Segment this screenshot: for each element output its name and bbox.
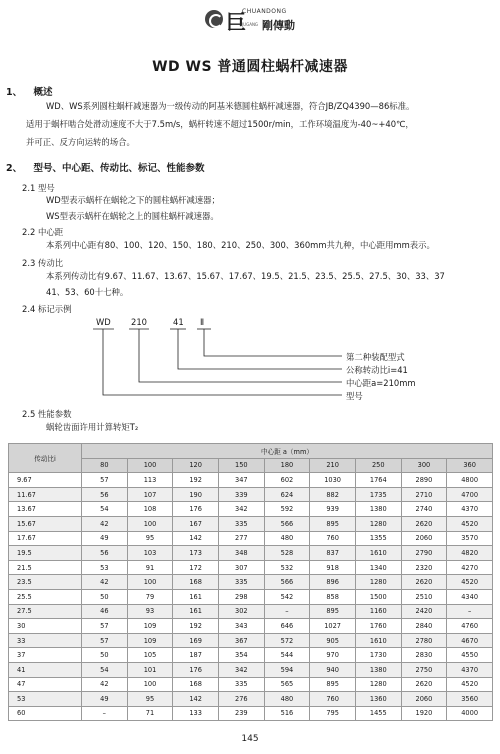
table-cell-torque: 339 <box>218 487 264 502</box>
header-col-300: 300 <box>401 458 447 473</box>
section-1-title: 概述 <box>33 87 53 98</box>
table-cell-torque: 592 <box>264 502 310 517</box>
table-cell-torque: 1280 <box>355 575 401 590</box>
table-cell-torque: – <box>447 604 493 619</box>
table-row <box>9 604 493 619</box>
table-cell-torque: 4820 <box>447 546 493 561</box>
table-cell-torque: 176 <box>173 502 219 517</box>
page-header <box>0 0 500 40</box>
table-cell-torque: 95 <box>127 531 173 546</box>
table-cell-ratio: 11.67 <box>9 487 82 502</box>
table-cell-torque: 192 <box>173 619 219 634</box>
table-cell-torque: 544 <box>264 648 310 663</box>
table-cell-torque: 3560 <box>447 692 493 707</box>
torque-table <box>8 443 493 721</box>
header-col-120: 120 <box>173 458 219 473</box>
table-cell-torque: 1360 <box>355 692 401 707</box>
table-cell-torque: 347 <box>218 473 264 488</box>
marking-label-center-distance: 中心距a=210mm <box>346 378 416 388</box>
table-cell-torque: 100 <box>127 677 173 692</box>
brand-name-cn-script: 剛傳動 <box>262 19 295 32</box>
table-cell-torque: 298 <box>218 589 264 604</box>
table-row <box>9 502 493 517</box>
table-cell-torque: 57 <box>82 633 128 648</box>
table-cell-torque: 95 <box>127 692 173 707</box>
table-cell-torque: 4340 <box>447 589 493 604</box>
table-cell-torque: 760 <box>310 692 356 707</box>
table-cell-torque: 49 <box>82 692 128 707</box>
table-cell-torque: 970 <box>310 648 356 663</box>
table-cell-torque: 2060 <box>401 531 447 546</box>
header-ratio: 传动比i <box>9 444 82 473</box>
table-cell-torque: 133 <box>173 706 219 721</box>
brand-name-en: CHUANDONG <box>242 8 287 15</box>
header-col-250: 250 <box>355 458 401 473</box>
table-cell-torque: 343 <box>218 619 264 634</box>
table-cell-torque: 2780 <box>401 633 447 648</box>
table-cell-ratio: 27.5 <box>9 604 82 619</box>
table-cell-torque: 4520 <box>447 575 493 590</box>
table-cell-torque: 187 <box>173 648 219 663</box>
table-cell-torque: 1030 <box>310 473 356 488</box>
table-cell-torque: 100 <box>127 516 173 531</box>
header-col-180: 180 <box>264 458 310 473</box>
table-cell-torque: 1610 <box>355 546 401 561</box>
section-1-heading <box>6 84 52 98</box>
table-cell-torque: 239 <box>218 706 264 721</box>
table-cell-torque: 1355 <box>355 531 401 546</box>
table-cell-torque: 895 <box>310 604 356 619</box>
table-cell-torque: 57 <box>82 473 128 488</box>
table-cell-torque: 42 <box>82 677 128 692</box>
brand-name-cn: 巨 <box>226 10 245 34</box>
table-cell-torque: 342 <box>218 502 264 517</box>
marking-label-assembly: 第二种装配型式 <box>346 352 405 362</box>
table-row <box>9 677 493 692</box>
table-cell-torque: 190 <box>173 487 219 502</box>
table-cell-ratio: 47 <box>9 677 82 692</box>
table-cell-torque: 566 <box>264 575 310 590</box>
header-col-100: 100 <box>127 458 173 473</box>
table-cell-torque: 103 <box>127 546 173 561</box>
table-cell-torque: 367 <box>218 633 264 648</box>
table-cell-torque: 79 <box>127 589 173 604</box>
table-cell-torque: 2620 <box>401 575 447 590</box>
table-cell-torque: 93 <box>127 604 173 619</box>
table-cell-torque: 1455 <box>355 706 401 721</box>
header-col-80: 80 <box>82 458 128 473</box>
table-cell-torque: 896 <box>310 575 356 590</box>
table-cell-ratio: 19.5 <box>9 546 82 561</box>
marking-example-diagram <box>0 313 500 413</box>
marking-leader-lines <box>0 313 500 413</box>
table-cell-torque: 91 <box>127 560 173 575</box>
table-cell-torque: 895 <box>310 677 356 692</box>
table-row <box>9 619 493 634</box>
table-cell-torque: 167 <box>173 516 219 531</box>
table-cell-torque: 4270 <box>447 560 493 575</box>
table-cell-torque: 566 <box>264 516 310 531</box>
subsection-2-3-label: 2.3 传动比 <box>22 258 64 268</box>
table-cell-torque: 2790 <box>401 546 447 561</box>
table-cell-torque: 4370 <box>447 502 493 517</box>
table-cell-ratio: 33 <box>9 633 82 648</box>
subsection-2-2-label: 2.2 中心距 <box>22 227 64 237</box>
table-cell-torque: 335 <box>218 516 264 531</box>
brand-logo-icon <box>205 10 223 28</box>
table-cell-torque: 939 <box>310 502 356 517</box>
table-row <box>9 473 493 488</box>
table-cell-torque: 56 <box>82 487 128 502</box>
table-cell-torque: 2320 <box>401 560 447 575</box>
table-cell-torque: 168 <box>173 677 219 692</box>
table-cell-torque: 302 <box>218 604 264 619</box>
table-cell-torque: 4800 <box>447 473 493 488</box>
table-cell-ratio: 13.67 <box>9 502 82 517</box>
marking-part-assembly: Ⅱ <box>200 317 205 327</box>
table-cell-torque: 173 <box>173 546 219 561</box>
section-1-number: 1、 <box>6 87 23 98</box>
table-cell-torque: 516 <box>264 706 310 721</box>
table-cell-torque: 109 <box>127 633 173 648</box>
table-cell-torque: 307 <box>218 560 264 575</box>
header-col-210: 210 <box>310 458 356 473</box>
section-2-number: 2、 <box>6 163 23 174</box>
header-col-150: 150 <box>218 458 264 473</box>
table-cell-torque: 4520 <box>447 677 493 692</box>
table-cell-torque: 1764 <box>355 473 401 488</box>
table-cell-torque: 1920 <box>401 706 447 721</box>
brand-name-en-small: JUGANG <box>242 22 259 27</box>
table-cell-torque: 646 <box>264 619 310 634</box>
table-cell-torque: 50 <box>82 648 128 663</box>
marking-part-center-distance: 210 <box>131 317 147 327</box>
table-cell-torque: 2740 <box>401 502 447 517</box>
table-cell-torque: 1380 <box>355 662 401 677</box>
table-cell-torque: 109 <box>127 619 173 634</box>
table-row <box>9 648 493 663</box>
section-2-title: 型号、中心距、传动比、标记、性能参数 <box>33 163 205 174</box>
table-cell-ratio: 25.5 <box>9 589 82 604</box>
table-cell-torque: 1380 <box>355 502 401 517</box>
table-cell-torque: 795 <box>310 706 356 721</box>
table-cell-ratio: 41 <box>9 662 82 677</box>
table-cell-torque: 480 <box>264 692 310 707</box>
table-row <box>9 706 493 721</box>
table-cell-torque: 4700 <box>447 487 493 502</box>
table-cell-torque: 169 <box>173 633 219 648</box>
table-cell-torque: – <box>82 706 128 721</box>
table-cell-torque: 882 <box>310 487 356 502</box>
subsection-2-1-label: 2.1 型号 <box>22 183 55 193</box>
table-cell-torque: 565 <box>264 677 310 692</box>
table-cell-torque: 49 <box>82 531 128 546</box>
table-cell-torque: 276 <box>218 692 264 707</box>
table-cell-torque: 168 <box>173 575 219 590</box>
table-cell-torque: 142 <box>173 531 219 546</box>
table-cell-torque: 348 <box>218 546 264 561</box>
table-cell-ratio: 15.67 <box>9 516 82 531</box>
table-cell-torque: 108 <box>127 502 173 517</box>
subsection-2-5-line: 蜗轮齿面许用计算转矩T₂ <box>46 422 139 432</box>
table-cell-torque: 1160 <box>355 604 401 619</box>
table-cell-torque: 54 <box>82 502 128 517</box>
table-cell-ratio: 30 <box>9 619 82 634</box>
table-cell-torque: 905 <box>310 633 356 648</box>
subsection-2-4-label: 2.4 标记示例 <box>22 304 72 314</box>
table-row <box>9 487 493 502</box>
header-center-distance: 中心距 a（mm） <box>82 444 493 459</box>
table-cell-torque: 918 <box>310 560 356 575</box>
marking-label-model: 型号 <box>346 391 363 401</box>
table-cell-torque: 2620 <box>401 516 447 531</box>
table-cell-torque: 342 <box>218 662 264 677</box>
table-cell-torque: 2840 <box>401 619 447 634</box>
marking-part-ratio: 41 <box>173 317 184 327</box>
table-cell-torque: 2420 <box>401 604 447 619</box>
subsection-2-3-line-2: 41、53、60十七种。 <box>46 287 129 297</box>
table-cell-torque: 572 <box>264 633 310 648</box>
table-cell-torque: 161 <box>173 604 219 619</box>
table-cell-torque: 192 <box>173 473 219 488</box>
table-cell-torque: 354 <box>218 648 264 663</box>
subsection-2-3-line-1: 本系列传动比有9.67、11.67、13.67、15.67、17.67、19.5、21.5、23.5、25.5、27.5、30、33、37 <box>46 271 445 281</box>
table-row <box>9 589 493 604</box>
table-cell-torque: 277 <box>218 531 264 546</box>
table-cell-torque: 594 <box>264 662 310 677</box>
table-cell-torque: 142 <box>173 692 219 707</box>
table-cell-ratio: 9.67 <box>9 473 82 488</box>
table-row <box>9 546 493 561</box>
page-number: 145 <box>241 734 259 744</box>
table-row <box>9 516 493 531</box>
table-cell-torque: 858 <box>310 589 356 604</box>
table-cell-torque: 42 <box>82 575 128 590</box>
table-cell-torque: 542 <box>264 589 310 604</box>
table-cell-torque: 335 <box>218 575 264 590</box>
table-cell-torque: 172 <box>173 560 219 575</box>
subsection-2-5-label: 2.5 性能参数 <box>22 409 72 419</box>
table-cell-ratio: 21.5 <box>9 560 82 575</box>
table-cell-torque: 602 <box>264 473 310 488</box>
table-cell-torque: 46 <box>82 604 128 619</box>
table-cell-ratio: 37 <box>9 648 82 663</box>
table-row <box>9 531 493 546</box>
table-cell-torque: 1280 <box>355 677 401 692</box>
table-cell-torque: 480 <box>264 531 310 546</box>
header-col-360: 360 <box>447 458 493 473</box>
table-cell-torque: 1280 <box>355 516 401 531</box>
table-cell-torque: 2620 <box>401 677 447 692</box>
table-cell-torque: 1500 <box>355 589 401 604</box>
table-cell-ratio: 23.5 <box>9 575 82 590</box>
table-cell-torque: 1735 <box>355 487 401 502</box>
subsection-2-1-line-2: WS型表示蜗杆在蜗轮之上的圆柱蜗杆减速器。 <box>46 211 219 221</box>
table-cell-torque: 42 <box>82 516 128 531</box>
table-cell-torque: 1760 <box>355 619 401 634</box>
section-2-heading <box>6 160 204 174</box>
table-cell-torque: 335 <box>218 677 264 692</box>
table-cell-torque: 528 <box>264 546 310 561</box>
table-cell-torque: 1340 <box>355 560 401 575</box>
table-cell-torque: 940 <box>310 662 356 677</box>
table-cell-torque: 1027 <box>310 619 356 634</box>
table-cell-torque: 53 <box>82 560 128 575</box>
table-cell-torque: 100 <box>127 575 173 590</box>
marking-label-ratio: 公称转动比i=41 <box>346 365 408 375</box>
table-row <box>9 560 493 575</box>
table-cell-torque: 895 <box>310 516 356 531</box>
table-cell-ratio: 17.67 <box>9 531 82 546</box>
table-cell-torque: 532 <box>264 560 310 575</box>
marking-part-model: WD <box>96 317 111 327</box>
table-cell-torque: 2830 <box>401 648 447 663</box>
table-cell-torque: 56 <box>82 546 128 561</box>
table-cell-torque: 161 <box>173 589 219 604</box>
table-cell-torque: 624 <box>264 487 310 502</box>
page-title: WD WS 普通圆柱蜗杆减速器 <box>152 59 348 75</box>
table-cell-torque: 4370 <box>447 662 493 677</box>
table-cell-torque: 837 <box>310 546 356 561</box>
section-1-line-1: WD、WS系列圆柱蜗杆减速器为一级传动的阿基米德圆柱蜗杆减速器，符合JB/ZQ4390—86标准。 <box>46 101 415 111</box>
table-cell-torque: 54 <box>82 662 128 677</box>
table-cell-ratio: 60 <box>9 706 82 721</box>
table-row <box>9 692 493 707</box>
table-cell-torque: 176 <box>173 662 219 677</box>
table-cell-ratio: 53 <box>9 692 82 707</box>
table-row <box>9 662 493 677</box>
table-cell-torque: 1730 <box>355 648 401 663</box>
table-cell-torque: 4670 <box>447 633 493 648</box>
table-row <box>9 575 493 590</box>
section-1-line-3: 并可正、反方向运转的场合。 <box>26 137 135 147</box>
table-cell-torque: 2750 <box>401 662 447 677</box>
table-cell-torque: 113 <box>127 473 173 488</box>
table-cell-torque: 50 <box>82 589 128 604</box>
table-cell-torque: 760 <box>310 531 356 546</box>
table-cell-torque: 3570 <box>447 531 493 546</box>
table-cell-torque: 107 <box>127 487 173 502</box>
table-cell-torque: 57 <box>82 619 128 634</box>
table-row <box>9 633 493 648</box>
table-cell-torque: 4760 <box>447 619 493 634</box>
table-cell-torque: 2060 <box>401 692 447 707</box>
subsection-2-2-line-1: 本系列中心距有80、100、120、150、180、210、250、300、360mm共九种，中心距用mm表示。 <box>46 240 435 250</box>
section-1-line-2: 适用于蜗杆啮合处滑动速度不大于7.5m/s，蜗杆转速不超过1500r/min，工作环境温度为-40~+40℃， <box>26 119 414 129</box>
table-cell-torque: 2890 <box>401 473 447 488</box>
table-cell-torque: 105 <box>127 648 173 663</box>
table-cell-torque: 2510 <box>401 589 447 604</box>
table-cell-torque: 4550 <box>447 648 493 663</box>
table-cell-torque: 101 <box>127 662 173 677</box>
subsection-2-1-line-1: WD型表示蜗杆在蜗轮之下的圆柱蜗杆减速器； <box>46 195 220 205</box>
table-cell-torque: 71 <box>127 706 173 721</box>
table-cell-torque: 1610 <box>355 633 401 648</box>
table-cell-torque: 2710 <box>401 487 447 502</box>
table-cell-torque: 4520 <box>447 516 493 531</box>
table-cell-torque: 4000 <box>447 706 493 721</box>
table-cell-torque: – <box>264 604 310 619</box>
